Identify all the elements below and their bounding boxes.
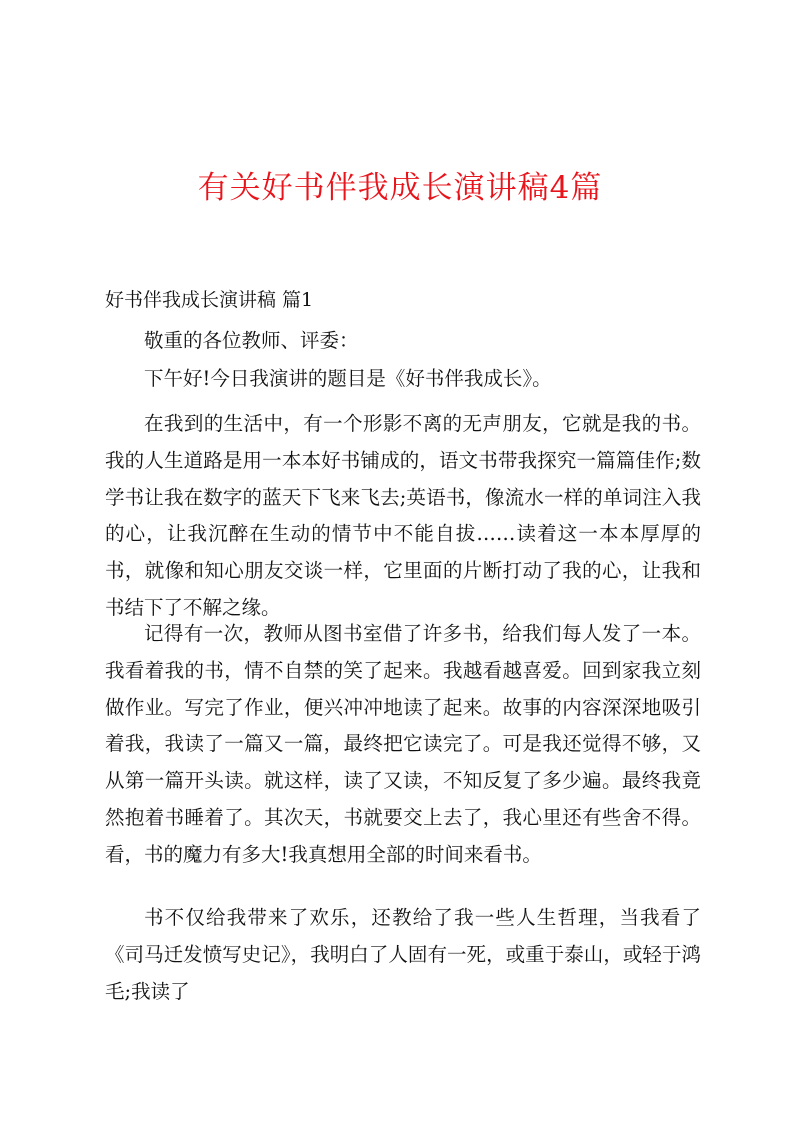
paragraph-life-lessons: 书不仅给我带来了欢乐，还教给了我一些人生哲理，当我看了《司马迁发愤写史记》，我明白了人固有一死，或重于泰山，或轻于鸿毛;我读了	[105, 906, 701, 1003]
section-heading: 好书伴我成长演讲稿 篇1	[105, 289, 314, 311]
paragraph-greeting: 敬重的各位教师、评委：	[144, 329, 359, 352]
document-title: 有关好书伴我成长演讲稿4篇	[197, 170, 603, 206]
paragraph-library-book: 记得有一次，教师从图书室借了许多书，给我们每人发了一本。我看着我的书，情不自禁的笑了起来。我越看越喜爱。回到家我立刻做作业。写完了作业，便兴冲冲地读了起来。故事的内容深深地吸引着我，我读了一篇又一篇，最终把它读完了。可是我还觉得不够，又从第一篇开头读。就这样，读了又读，不知反复了多少遍。最终我竟然抱着书睡着了。其次天，书就要交上去了，我心里还有些舍不得。看，书的魔力有多大!我真想用全部的时间来看书。	[105, 622, 701, 866]
paragraph-books-friend: 在我到的生活中，有一个形影不离的无声朋友，它就是我的书。我的人生道路是用一本本好书铺成的，语文书带我探究一篇篇佳作;数学书让我在数字的蓝天下飞来飞去;英语书，像流水一样的单词注入我的心，让我沉醉在生动的情节中不能自拔……读着这一本本厚厚的书，就像和知心朋友交谈一样，它里面的片断打动了我的心，让我和书结下了不解之缘。	[105, 412, 701, 619]
paragraph-intro: 下午好!今日我演讲的题目是《好书伴我成长》。	[144, 367, 552, 390]
